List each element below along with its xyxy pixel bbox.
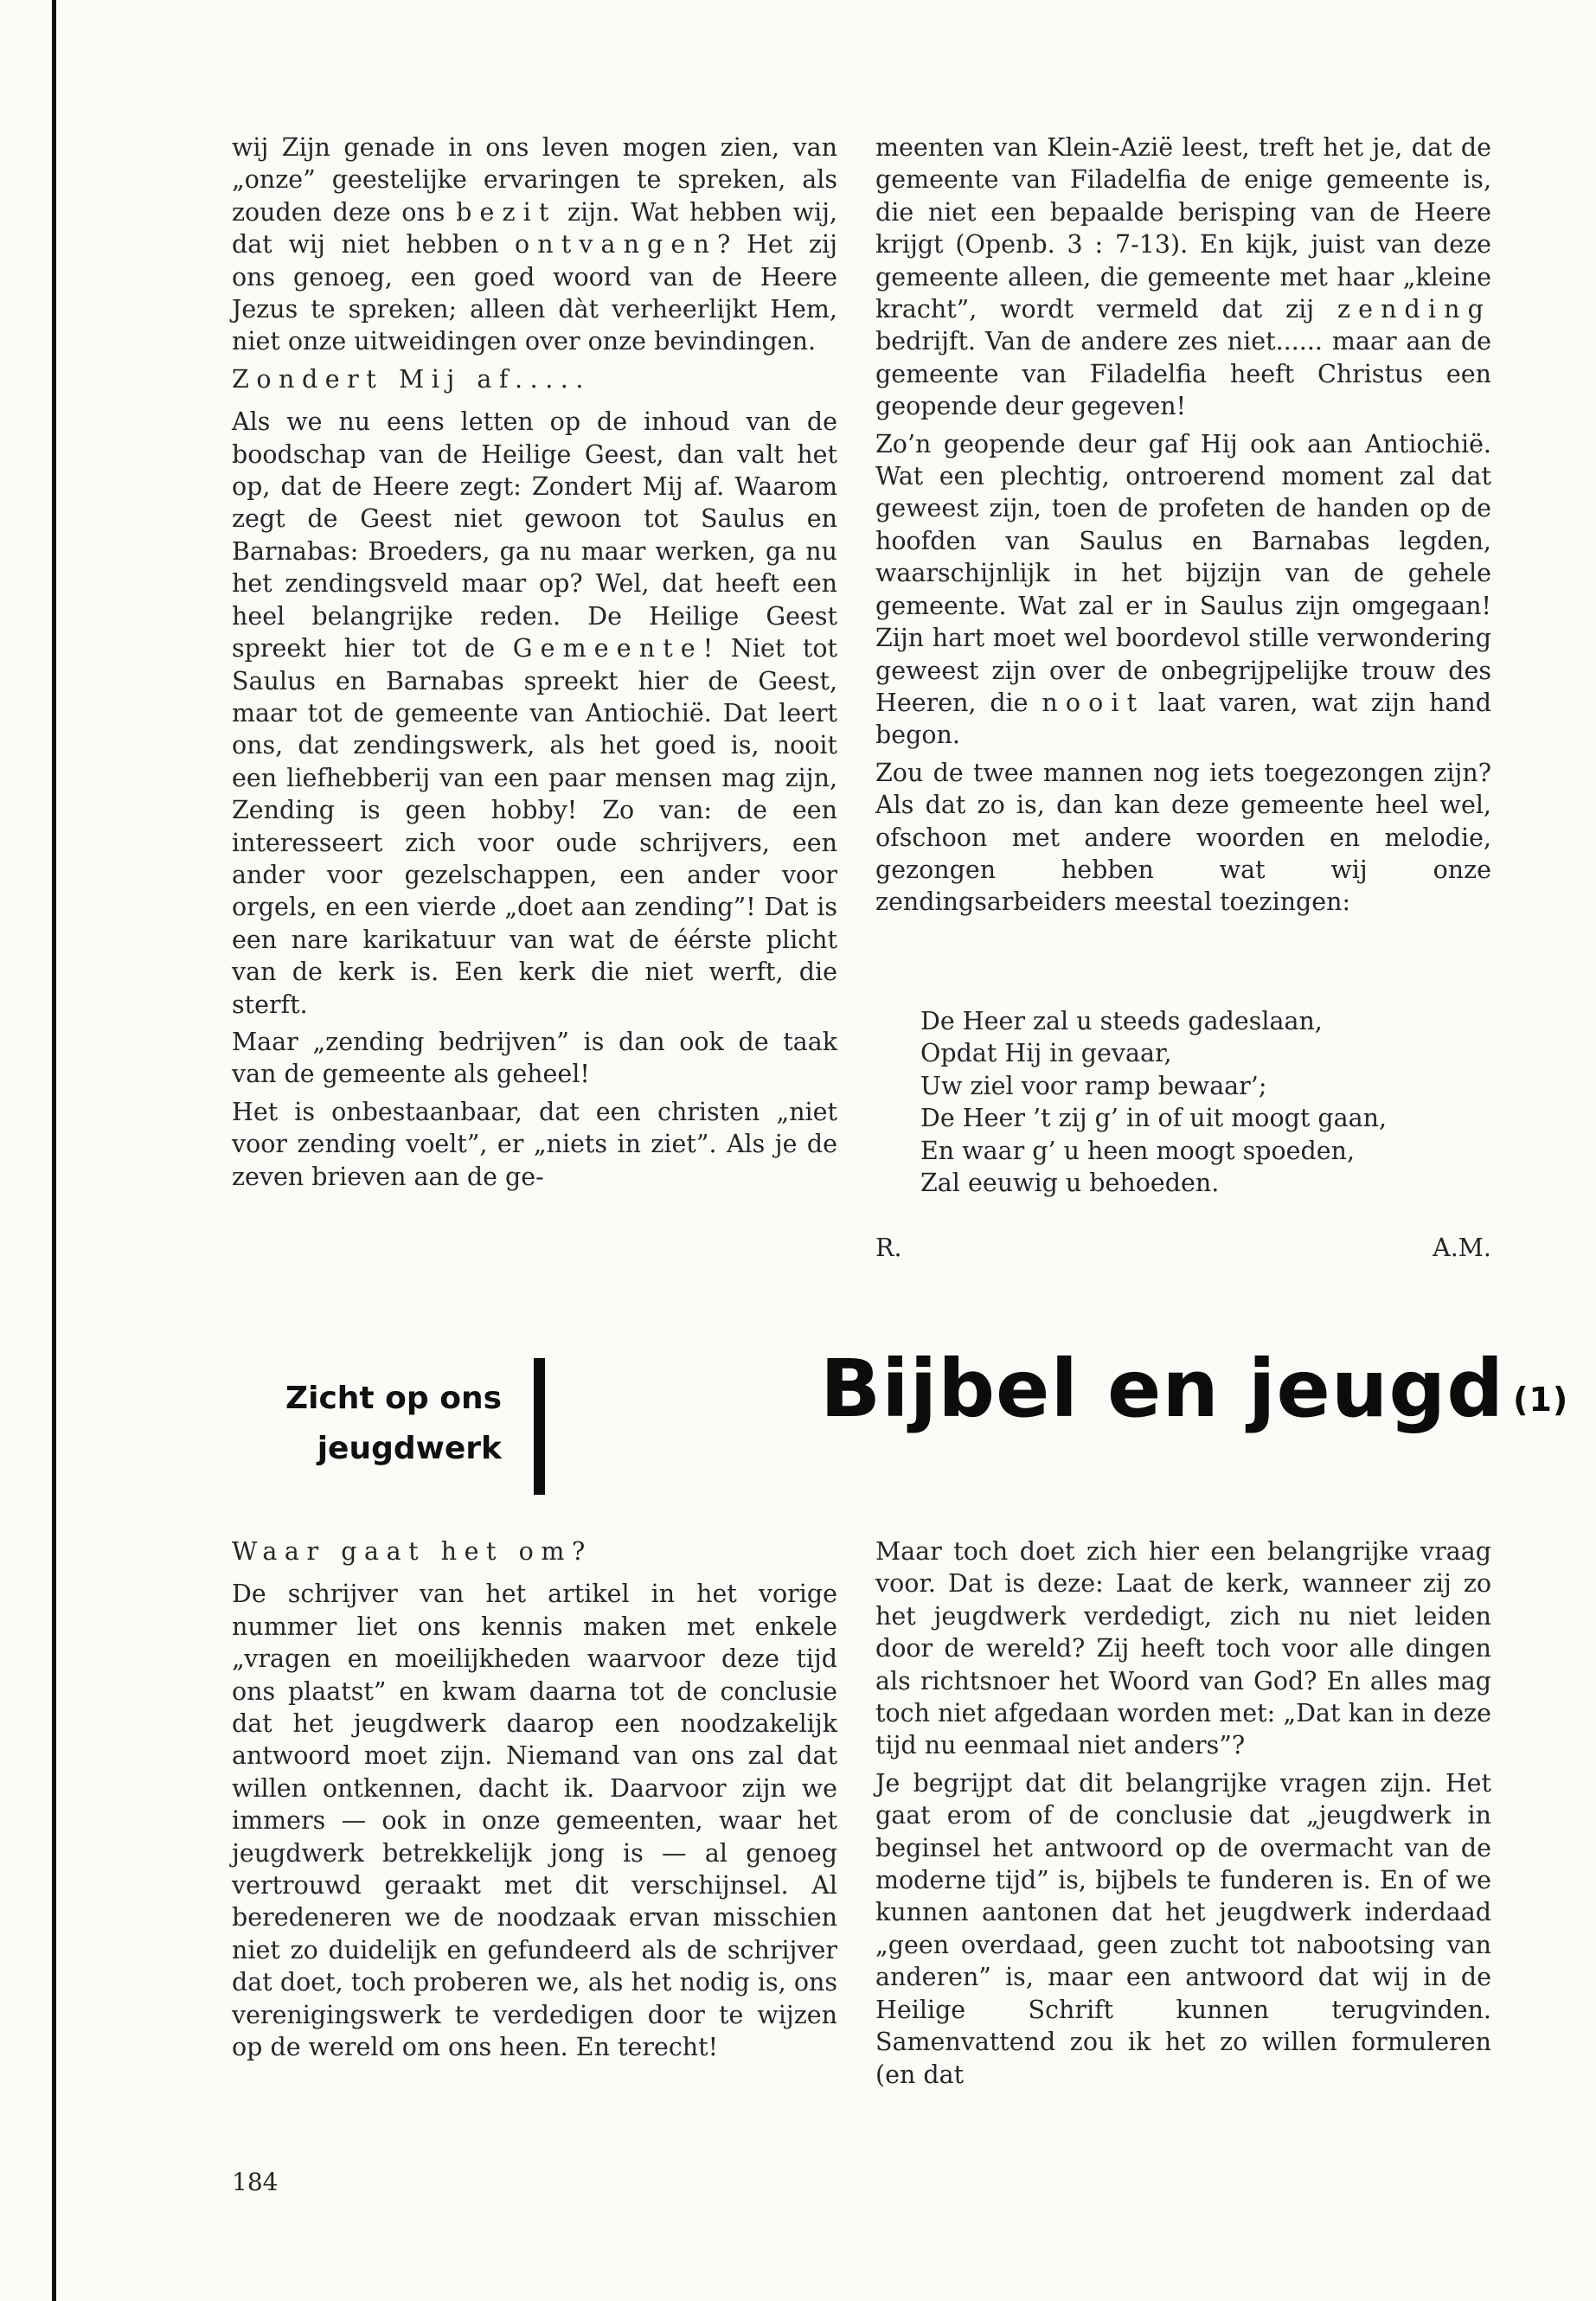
text-run: Zondert Mij af.....	[232, 364, 592, 394]
poem-line: Opdat Hij in gevaar,	[920, 1039, 1172, 1068]
poem	[875, 1005, 1491, 1199]
page-number: 184	[232, 2168, 279, 2196]
rubric-line: jeugdwerk	[317, 1431, 502, 1466]
paragraph	[875, 428, 1491, 752]
text-run: Zo’n geopende deur gaf Hij ook aan Antiochië. Wat een plechtig, ontroerend moment zal dat geweest zijn, toen de profeten de handen op de hoofden van Saulus en Barnabas legden, waarschijnlijk in het bijzijn van de gehele gemeente. Wat zal er in Saulus zijn omgegaan! Zijn hart moet wel boordevol stille verwondering geweest zijn over de onbegrijpelijke trouw des Heeren, die	[875, 429, 1491, 717]
poem-line: Uw ziel voor ramp bewaar’;	[920, 1071, 1267, 1100]
text-run: Zou de twee mannen nog iets toegezongen zijn? Als dat zo is, dan kan deze gemeente heel wel, ofschoon met andere woorden en melodie, gezongen hebben wat wij onze zendingsarbeiders meestal toezingen:	[875, 758, 1491, 917]
spaced-emphasis: zending	[1336, 295, 1491, 324]
rubric-divider-bar	[534, 1358, 545, 1495]
text-run: laat varen, wat zijn hand begon.	[875, 688, 1491, 750]
text-run: wij Zijn genade in ons leven mogen zien, van „onze” geestelijke ervaringen te spreken, als zouden deze ons	[232, 133, 837, 227]
signoff-right: A.M.	[1433, 1234, 1491, 1262]
text-run: Als we nu eens letten op de inhoud van de boodschap van de Heilige Geest, dan valt het op, dat de Heere zegt: Zondert Mij af. Waarom zegt de Geest niet gewoon tot Saulus en Barnabas: Broeders, ga nu maar werken, ga nu het zendingsveld maar op? Wel, dat heeft een heel belangrijke reden. De Heilige Geest spreekt hier tot de	[232, 407, 837, 663]
signoff	[875, 1234, 1491, 1262]
article-title-text: Bijbel en jeugd	[820, 1343, 1505, 1435]
paragraph	[232, 131, 837, 358]
paragraph	[875, 757, 1491, 919]
paragraph	[232, 1096, 837, 1193]
text-run: Het is onbestaanbaar, dat een christen „niet voor zending voelt”, er „niets in ziet”. Als je de zeven brieven aan de ge-	[232, 1097, 837, 1191]
text-run: Je begrijpt dat dit belangrijke vragen zijn. Het gaat erom of de conclusie dat „jeugdwerk in beginsel het antwoord op de overmacht van de moderne tijd” is, bijbels te funderen is. En of we kunnen aantonen dat het jeugdwerk inderdaad „geen overdaad, geen zucht tot nabootsing van anderen” is, maar een antwoord dat wij in de Heilige Schrift kunnen terugvinden. Samenvattend zou ik het zo willen formuleren (en dat	[875, 1768, 1491, 2089]
upper-left-column	[232, 131, 837, 1193]
poem-line: Zal eeuwig u behoeden.	[920, 1169, 1220, 1198]
text-run: bedrijft. Van de andere zes niet...... maar aan de gemeente van Filadelfia heeft Christus een geopende deur gegeven!	[875, 327, 1491, 421]
paragraph	[232, 1578, 837, 2063]
paragraph	[875, 131, 1491, 423]
section-subheading	[232, 363, 837, 395]
paragraph	[875, 1767, 1491, 2091]
text-run: Maar toch doet zich hier een belangrijke vraag voor. Dat is deze: Laat de kerk, wanneer zij zo het jeugdwerk verdedigt, zich nu niet leiden door de wereld? Zij heeft toch voor alle dingen als richtsnoer het Woord van God? En alles mag toch niet afgedaan worden met: „Dat kan in deze tijd nu eenmaal niet anders”?	[875, 1537, 1491, 1760]
text-run: zijn. Wat hebben wij, dat wij niet hebben	[232, 197, 837, 260]
text-run: ? Het zij ons genoeg, een goed woord van de Heere Jezus te spreken; alleen dàt verheerlijkt Hem, niet onze uitweidingen over onze bevindingen.	[232, 230, 837, 356]
text-run: De schrijver van het artikel in het vorige nummer liet ons kennis maken met enkele „vragen en moeilijkheden waarvoor deze tijd ons plaatst” en kwam daarna tot de conclusie dat het jeugdwerk daarop een noodzakelijk antwoord moet zijn. Niemand van ons zal dat willen ontkennen, dacht ik. Daarvoor zijn we immers — ook in onze gemeenten, waar het jeugdwerk betrekkelijk jong is — al genoeg vertrouwd geraakt met dit verschijnsel. Al beredeneren we de noodzaak ervan misschien niet zo duidelijk en gefundeerd als de schrijver dat doet, toch proberen we, als het nodig is, ons verenigingswerk te verdedigen door te wijzen op de wereld om ons heen. En terecht!	[232, 1580, 837, 2062]
paragraph	[232, 406, 837, 1021]
text-run: Maar „zending bedrijven” is dan ook de taak van de gemeente als geheel!	[232, 1027, 837, 1089]
text-run: meenten van Klein-Azië leest, treft het je, dat de gemeente van Filadelfia de enige gemeente is, die niet een bepaalde berisping van de Heere krijgt (Openb. 3 : 7-13). En kijk, juist van deze gemeente alleen, die gemeente met haar „kleine kracht”, wordt vermeld dat zij	[875, 133, 1491, 324]
paragraph	[232, 1026, 837, 1091]
signoff-left: R.	[875, 1234, 902, 1262]
article-part-number: (1)	[1513, 1381, 1569, 1419]
spaced-emphasis: nooit	[1042, 688, 1145, 717]
poem-line: De Heer ’t zij g’ in of uit moogt gaan,	[920, 1104, 1388, 1133]
text-run: Waar gaat het om?	[232, 1537, 593, 1566]
section-subheading	[232, 1535, 837, 1567]
rubric-line: Zicht op ons	[285, 1381, 502, 1416]
section-rubric	[216, 1374, 502, 1474]
poem-line: De Heer zal u steeds gadeslaan,	[920, 1007, 1323, 1035]
text-run: ! Niet tot Saulus en Barnabas spreekt hier de Geest, maar tot de gemeente van Antiochië. Dat leert ons, dat zendingswerk, als het goed is, nooit een liefhebberij van een paar mensen mag zijn, Zending is geen hobby! Zo van: de een interesseert zich voor oude schrijvers, een ander voor gezelschappen, een ander voor orgels, en een vierde „doet aan zending”! Dat is een nare karikatuur van wat de éérste plicht van de kerk is. Een kerk die niet werft, die sterft.	[232, 634, 837, 1019]
spaced-emphasis: bezit	[456, 197, 557, 227]
spaced-emphasis: Gemeente	[512, 634, 703, 663]
lower-left-column	[232, 1535, 837, 2064]
article-title	[820, 1343, 1568, 1435]
poem-line: En waar g’ u heen moogt spoeden,	[920, 1136, 1356, 1165]
spaced-emphasis: ontvangen	[514, 230, 717, 260]
paragraph	[875, 1535, 1491, 1762]
upper-right-column	[875, 131, 1491, 919]
page-margin-rule	[52, 0, 56, 2301]
lower-right-column	[875, 1535, 1491, 2091]
